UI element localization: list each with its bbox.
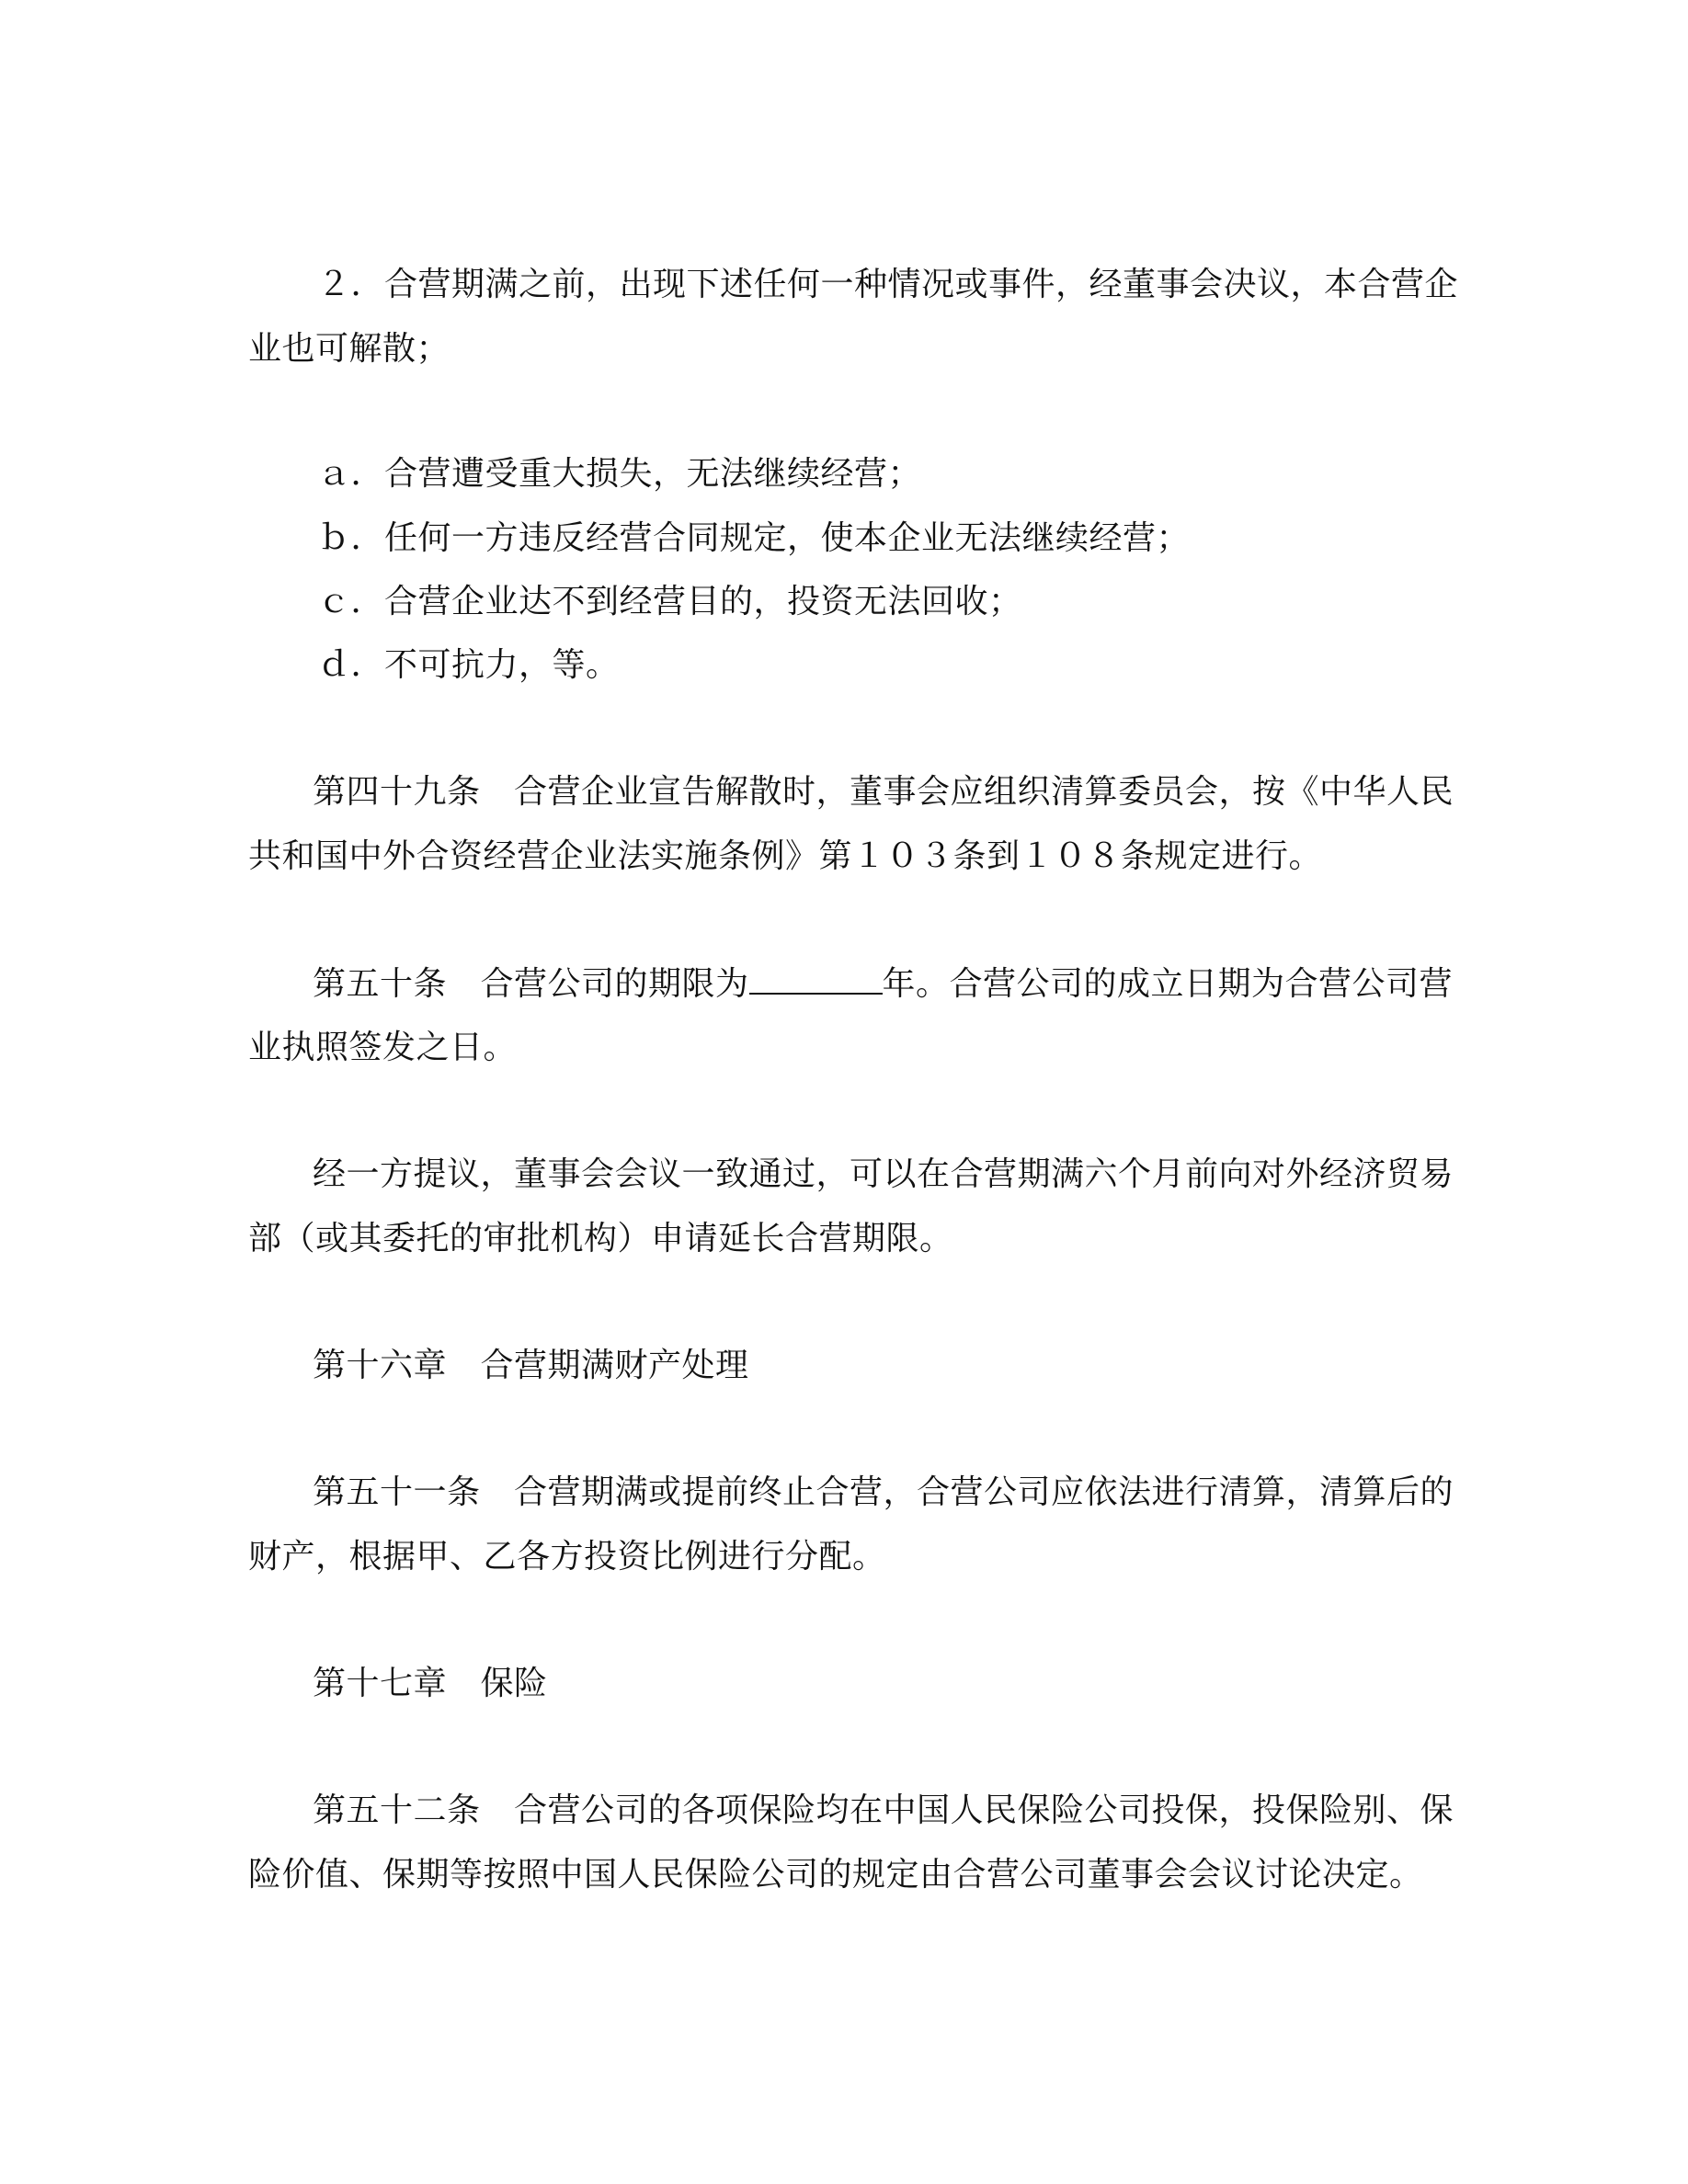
article-52-line-1: 第五十二条 合营公司的各项保险均在中国人民保险公司投保，投保险别、保 bbox=[313, 1792, 1454, 1829]
article-49-line-2: 共和国中外合资经营企业法实施条例》第１０３条到１０８条规定进行。 bbox=[248, 837, 1323, 875]
chapter-16-heading: 第十六章 合营期满财产处理 bbox=[313, 1347, 749, 1384]
article-51-line-1: 第五十一条 合营期满或提前终止合营，合营公司应依法进行清算，清算后的 bbox=[313, 1473, 1454, 1511]
extension-line-2: 部（或其委托的审批机构）申请延长合营期限。 bbox=[248, 1220, 953, 1257]
article-51-line-2: 财产，根据甲、乙各方投资比例进行分配。 bbox=[248, 1538, 886, 1575]
list-item-a: ａ．合营遭受重大损失，无法继续经营； bbox=[317, 455, 922, 493]
chapter-17-heading: 第十七章 保险 bbox=[313, 1665, 548, 1702]
article-50-line-1 bbox=[313, 961, 1508, 1007]
list-item-c: ｃ．合营企业达不到经营目的，投资无法回收； bbox=[317, 583, 1022, 620]
list-item-d: ｄ．不可抗力，等。 bbox=[317, 646, 620, 684]
article-49-line-1: 第四十九条 合营企业宣告解散时，董事会应组织清算委员会，按《中华人民 bbox=[313, 773, 1454, 811]
article-50-line-2: 业执照签发之日。 bbox=[248, 1029, 518, 1066]
clause-2-line-1: ２．合营期满之前，出现下述任何一种情况或事件，经董事会决议，本合营企 bbox=[317, 266, 1459, 303]
list-item-b: ｂ．任何一方违反经营合同规定，使本企业无法继续经营； bbox=[317, 519, 1191, 557]
clause-2-line-2: 业也可解散； bbox=[248, 330, 451, 368]
term-years-blank bbox=[749, 961, 883, 995]
article-50-text-b: 年。合营公司的成立日期为合营公司营 bbox=[882, 965, 1454, 1003]
article-52-line-2: 险价值、保期等按照中国人民保险公司的规定由合营公司董事会会议讨论决定。 bbox=[248, 1856, 1423, 1894]
extension-line-1: 经一方提议，董事会会议一致通过，可以在合营期满六个月前向对外经济贸易 bbox=[313, 1155, 1454, 1193]
article-50-text-a: 第五十条 合营公司的期限为 bbox=[313, 965, 749, 1003]
